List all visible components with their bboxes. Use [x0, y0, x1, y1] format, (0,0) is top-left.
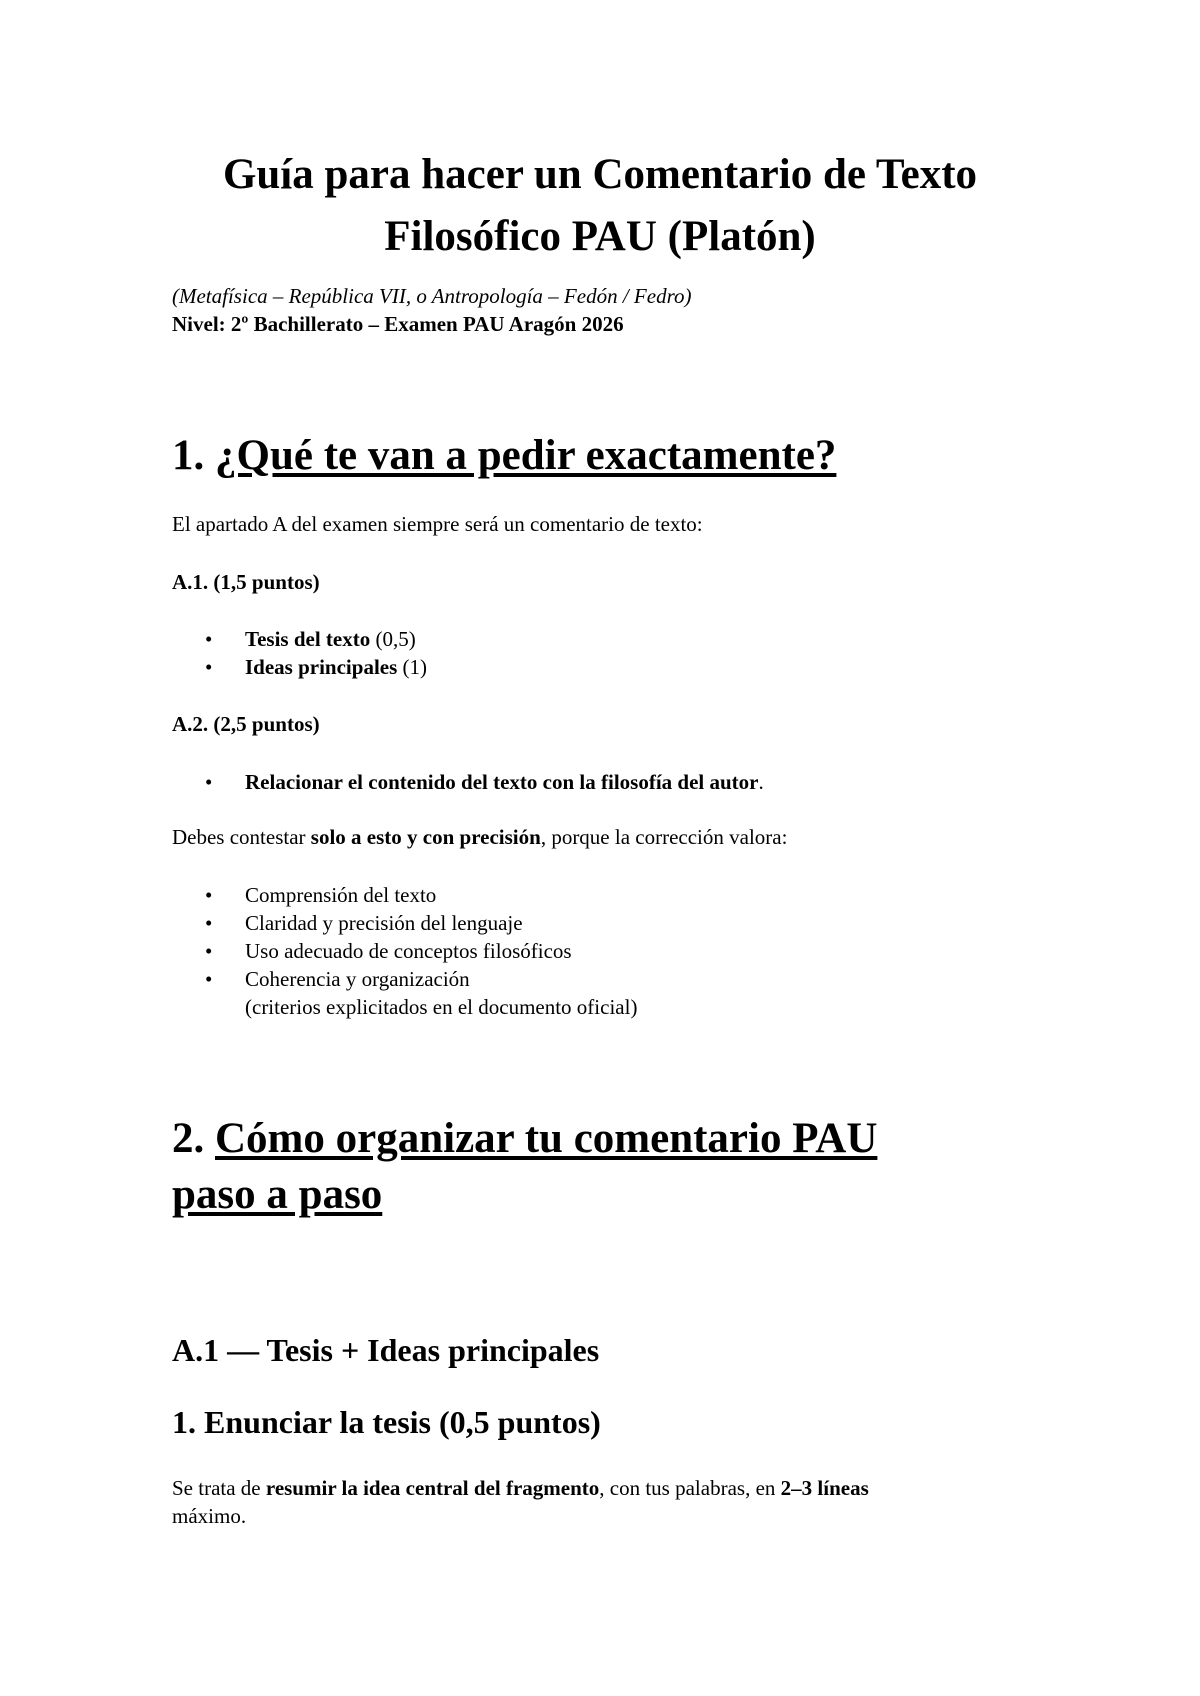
section-1-title: ¿Qué te van a pedir exactamente? — [215, 432, 837, 479]
section-1-number: 1. — [172, 432, 215, 479]
section-2-heading — [172, 1111, 877, 1223]
criteria-list — [172, 881, 637, 1021]
section-1-heading — [172, 428, 836, 484]
list-item: • Ideas principales (1) — [172, 653, 427, 681]
document-subtitle: (Metafísica – República VII, o Antropología – Fedón / Fedro) — [172, 284, 692, 308]
list-item: • Claridad y precisión del lenguaje — [172, 909, 637, 937]
title-line-1: Guía para hacer un Comentario de Texto — [222, 151, 978, 198]
section-2-number: 2. — [172, 1115, 215, 1162]
criteria-note: (criterios explicitados en el documento oficial) — [245, 995, 638, 1019]
list-item: • Uso adecuado de conceptos filosóficos — [172, 937, 637, 965]
list-item: • Tesis del texto (0,5) — [172, 625, 427, 653]
a2-list — [172, 768, 764, 796]
a1-list — [172, 625, 427, 681]
step-1-text: Se trata de resumir la idea central del fragmento, con tus palabras, en 2–3 líneas máximo. — [172, 1476, 869, 1528]
document-level: Nivel: 2º Bachillerato – Examen PAU Aragón 2026 — [172, 312, 624, 336]
a2-label: A.2. (2,5 puntos) — [172, 712, 320, 736]
criteria-intro: Debes contestar solo a esto y con precisión, porque la corrección valora: — [172, 825, 788, 849]
step-1-heading: 1. Enunciar la tesis (0,5 puntos) — [172, 1404, 601, 1440]
document-title — [150, 144, 1050, 268]
section-1-intro: El apartado A del examen siempre será un comentario de texto: — [172, 512, 703, 536]
list-item: • Comprensión del texto — [172, 881, 637, 909]
list-item: • Relacionar el contenido del texto con la filosofía del autor. — [172, 768, 764, 796]
section-2-title-line-2: paso a paso — [172, 1171, 383, 1218]
a1-section-heading: A.1 — Tesis + Ideas principales — [172, 1332, 600, 1368]
section-2-title-line-1: Cómo organizar tu comentario PAU — [215, 1115, 878, 1162]
title-line-2: Filosófico PAU (Platón) — [384, 213, 816, 260]
a1-label: A.1. (1,5 puntos) — [172, 570, 320, 594]
list-item: • Coherencia y organización — [172, 965, 637, 993]
